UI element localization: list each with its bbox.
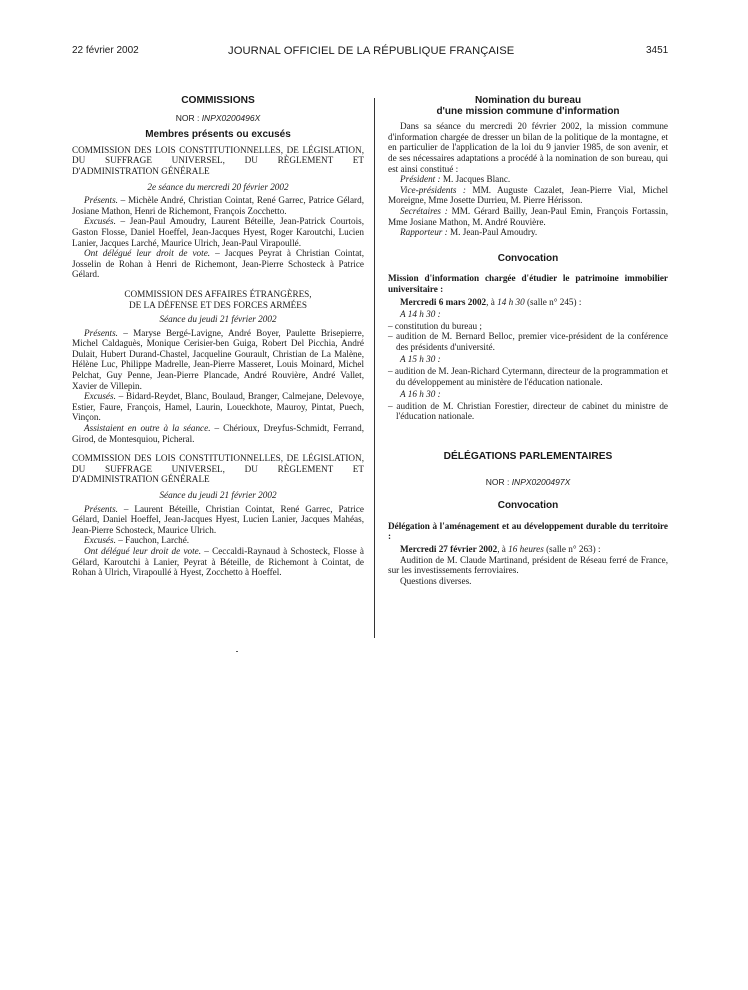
questions-diverses: Questions diverses. bbox=[400, 575, 472, 586]
commission-heading-line-2: DE LA DÉFENSE ET DES FORCES ARMÉES bbox=[129, 299, 307, 310]
time-slot: A 14 h 30 : bbox=[400, 309, 441, 320]
agenda-item: – audition de M. Christian Forestier, directeur de cabinet du ministre de l'éducation nationale. bbox=[388, 400, 668, 422]
end-mark bbox=[236, 651, 238, 652]
commission-lois-1 bbox=[72, 145, 364, 280]
nor-reference: NOR : INPX0200496X bbox=[175, 112, 261, 123]
convocation-section-1 bbox=[388, 254, 668, 422]
nor-reference: NOR : INPX0200497X bbox=[485, 476, 571, 487]
president-line: Président : M. Jacques Blanc. bbox=[400, 174, 511, 185]
meeting-date: Mercredi 27 février 2002, à 16 heures (salle n° 263) : bbox=[400, 544, 601, 554]
assistaient-paragraph: Assistaient en outre à la séance. – Chérioux, Dreyfus-Schmidt, Ferrand, Girod, de Montesquiou, Picheral. bbox=[72, 423, 364, 444]
convocation-title: Convocation bbox=[497, 252, 559, 264]
agenda-item: – constitution du bureau ; bbox=[388, 320, 482, 331]
nomination-title-line-1: Nomination du bureau bbox=[474, 95, 582, 106]
right-column bbox=[388, 96, 668, 586]
commissions-title: COMMISSIONS bbox=[181, 95, 255, 106]
delegation-heading: Délégation à l'aménagement et au développement durable du territoire : bbox=[388, 520, 668, 542]
nomination-body: Dans sa séance du mercredi 20 février 2002, la mission commune d'information chargée de dresser un bilan de la politique de la montagne, et en particulier de l'application de la loi du 9 janvier 1985, de son avenir, et de ses nécessaires adaptations a procédé à la nomination de son bureau, qui est ainsi constitué : bbox=[388, 121, 668, 174]
nomination-section bbox=[388, 96, 668, 238]
vice-presidents-line: Vice-présidents : MM. Auguste Cazalet, Jean-Pierre Vial, Michel Moreigne, Mme Josette Durrieu, M. Pierre Hérisson. bbox=[388, 184, 668, 206]
seance-date: Séance du jeudi 21 février 2002 bbox=[159, 490, 277, 500]
delegue-paragraph: Ont délégué leur droit de vote. – Jacques Peyrat à Christian Cointat, Josselin de Rohan à Henri de Richemont, Jean-Pierre Schosteck à Patrice Gélard. bbox=[72, 248, 365, 280]
mission-heading: Mission d'information chargée d'étudier le patrimoine immobilier universitaire : bbox=[388, 273, 668, 294]
agenda-item: – audition de M. Bernard Belloc, premier vice-président de la conférence des présidents d'université. bbox=[388, 331, 668, 352]
commission-heading-line-1: COMMISSION DES AFFAIRES ÉTRANGÈRES, bbox=[124, 288, 312, 299]
seance-date: Séance du jeudi 21 février 2002 bbox=[159, 314, 277, 325]
header-date: 22 février 2002 bbox=[72, 45, 139, 56]
left-column bbox=[72, 96, 364, 578]
commission-lois-2 bbox=[72, 453, 364, 578]
time-slot: A 15 h 30 : bbox=[400, 354, 441, 365]
delegations-title: DÉLÉGATIONS PARLEMENTAIRES bbox=[443, 451, 613, 463]
convocation-title: Convocation bbox=[497, 500, 559, 512]
excuses-paragraph: Excusés. – Bidard-Reydet, Blanc, Boulaud, Branger, Calmejane, Delevoye, Estier, Faure, François, Hamel, Laurin, Loueckhote, Mauroy, Pintat, Puech, Vinçon. bbox=[72, 391, 364, 423]
seance-date: 2e séance du mercredi 20 février 2002 bbox=[147, 181, 289, 192]
commission-etrangeres bbox=[72, 289, 364, 444]
time-slot: A 16 h 30 : bbox=[400, 389, 441, 400]
delegation-body: Audition de M. Claude Martinand, président de Réseau ferré de France, sur les investissements ferroviaires. bbox=[388, 554, 668, 576]
rapporteur-line: Rapporteur : M. Jean-Paul Amoudry. bbox=[400, 227, 538, 238]
commission-heading: COMMISSION DES LOIS CONSTITUTIONNELLES, DE LÉGISLATION, DU SUFFRAGE UNIVERSEL, DU RÈGLEMENT ET D'ADMINISTRATION GÉNÉRALE bbox=[72, 144, 364, 176]
delegue-paragraph: Ont délégué leur droit de vote. – Ceccaldi-Raynaud à Schosteck, Flosse à Gélard, Karoutchi à Lanier, Peyrat à Béteille, de Richemont à Cointat, de Rohan à Ulrich, Virapoullé à Hyest, Zocchetto à Hoeffel. bbox=[72, 545, 364, 578]
presents-paragraph: Présents. – Michèle André, Christian Cointat, René Garrec, Patrice Gélard, Josiane Mathon, Henri de Richemont, François Zocchetto. bbox=[72, 195, 364, 216]
meeting-date: Mercredi 6 mars 2002, à 14 h 30 (salle n° 245) : bbox=[400, 296, 582, 307]
column-divider bbox=[374, 98, 375, 638]
excuses-paragraph: Excusés. – Fauchon, Larché. bbox=[84, 535, 190, 546]
presents-paragraph: Présents. – Laurent Béteille, Christian Cointat, René Garrec, Patrice Gélard, Daniel Hoeffel, Jean-Jacques Hyest, Lucien Lanier, Jacques Mahéas, Jean-Pierre Schosteck, Maurice Ulrich. bbox=[72, 503, 364, 535]
agenda-item: – audition de M. Jean-Richard Cytermann, directeur de la programmation et du développement au ministère de l'éducation nationale. bbox=[388, 366, 668, 387]
excuses-paragraph: Excusés. – Jean-Paul Amoudry, Laurent Béteille, Jean-Patrick Courtois, Gaston Flosse, Daniel Hoeffel, Jean-Jacques Hyest, Roger Karoutchi, Lucien Lanier, Jacques Larché, Maurice Ulrich, Jean-Paul Virapoullé. bbox=[72, 216, 364, 248]
header-title: JOURNAL OFFICIEL DE LA RÉPUBLIQUE FRANÇAISE bbox=[228, 45, 515, 57]
presents-paragraph: Présents. – Maryse Bergé-Lavigne, André Boyer, Paulette Brisepierre, Michel Caldaguès, Monique Cerisier-ben Guiga, Robert Del Picchia, André Dulait, Hubert Durand-Chastel, Jacqueline Gourault, Christian de La Malène, Hélène Luc, Philippe Madrelle, Jean-Pierre Masseret, Louis Moinard, Michel Pelchat, Guy Penne, Jean-Pierre Plancade, André Rouvière, André Vallet, Xavier de Villepin. bbox=[72, 327, 364, 391]
nomination-title-line-2: d'une mission commune d'information bbox=[436, 105, 620, 117]
delegations-section bbox=[388, 452, 668, 586]
commission-heading: COMMISSION DES LOIS CONSTITUTIONNELLES, DE LÉGISLATION, DU SUFFRAGE UNIVERSEL, DU RÈGLEMENT ET D'ADMINISTRATION GÉNÉRALE bbox=[72, 453, 364, 485]
section-subtitle: Membres présents ou excusés bbox=[145, 129, 291, 141]
header-page-number: 3451 bbox=[646, 45, 669, 56]
secretaires-line: Secrétaires : MM. Gérard Bailly, Jean-Paul Emin, François Fortassin, Mme Josiane Mathon, M. André Rouvière. bbox=[388, 205, 668, 227]
